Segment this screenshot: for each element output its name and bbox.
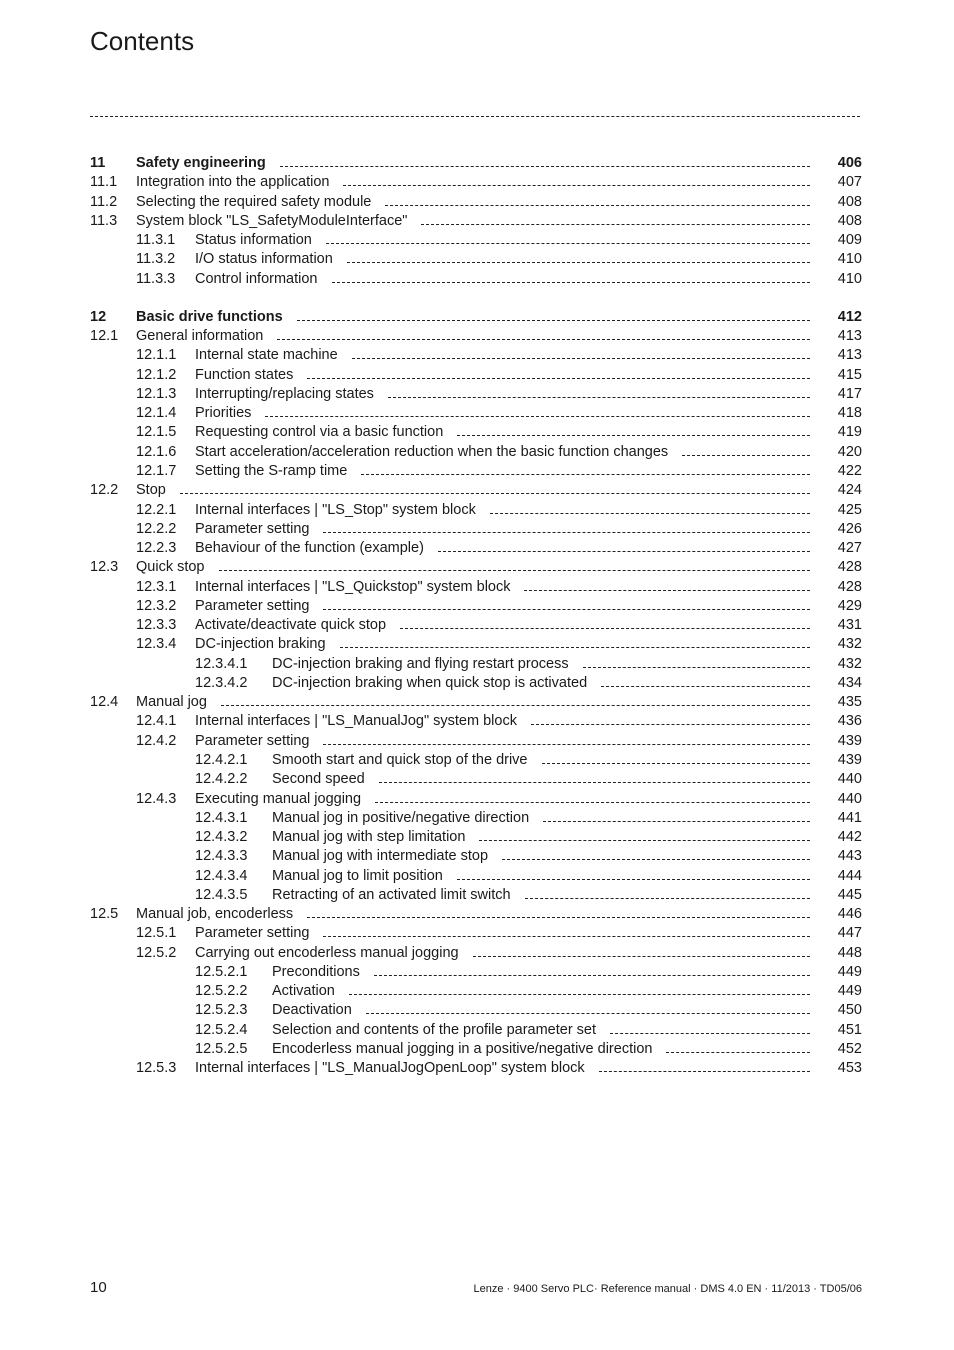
toc-leader-dashes [265,416,810,417]
toc-entry-title: Manual jog to limit position [272,867,443,884]
toc-entry-page: 412 [837,308,862,325]
toc-entry[interactable] [90,751,862,770]
toc-entry-page: 407 [837,174,862,191]
toc-entry-number: 11.1 [90,174,118,191]
toc-leader-dashes [400,628,810,629]
toc-entry-page: 420 [837,443,862,460]
toc-entry-title: Parameter setting [195,520,310,537]
toc-entry-title: Parameter setting [195,925,310,942]
toc-entry-title: DC-injection braking [195,636,326,653]
toc-leader-dashes [366,1013,810,1014]
toc-entry-title: Internal interfaces | "LS_Quickstop" system block [195,578,511,595]
toc-entry-title: DC-injection braking and flying restart process [272,655,569,672]
toc-leader-dashes [601,686,810,687]
toc-entry[interactable] [90,308,862,327]
toc-leader-dashes [277,339,810,340]
toc-entry-page: 440 [837,771,862,788]
toc-entry-number: 12.3.2 [136,597,177,614]
toc-entry-number: 12.1.2 [136,366,177,383]
toc-entry-page: 429 [837,597,862,614]
toc-entry-title: DC-injection braking when quick stop is activated [272,674,588,691]
toc-entry-title: Activate/deactivate quick stop [195,617,387,634]
toc-leader-dashes [343,185,810,186]
toc-entry-number: 12.4.1 [136,713,177,730]
toc-entry-page: 445 [837,886,862,903]
toc-entry-number: 12.3.3 [136,617,177,634]
toc-entry[interactable] [90,944,862,963]
toc-entry[interactable] [90,1001,862,1020]
toc-entry[interactable] [90,404,862,423]
toc-leader-dashes [307,917,810,918]
toc-leader-dashes [610,1033,810,1034]
toc-entry-number: 12.5.2.5 [195,1040,248,1057]
toc-leader-dashes [599,1071,810,1072]
toc-entry-page: 441 [837,809,862,826]
toc-entry-title: Deactivation [272,1002,352,1019]
toc-entry-title: Smooth start and quick stop of the drive [272,751,528,768]
toc-entry-number: 12.4.3.1 [195,809,248,826]
toc-entry-title: Behaviour of the function (example) [195,540,424,557]
footer-document-info: Lenze · 9400 Servo PLC· Reference manual · DMS 4.0 EN · 11/2013 · TD05/06 [473,1283,862,1295]
toc-entry-title: Manual jog with step limitation [272,829,466,846]
toc-entry-number: 12.4.2.2 [195,771,248,788]
toc-leader-dashes [542,763,810,764]
toc-entry-page: 418 [837,405,862,422]
toc-entry-page: 434 [837,674,862,691]
toc-entry-number: 12.5.1 [136,925,177,942]
toc-entry-page: 409 [837,232,862,249]
toc-entry-title: Manual job, encoderless [136,906,294,923]
toc-entry-title: Stop [136,482,166,499]
toc-entry[interactable] [90,346,862,365]
toc-entry[interactable] [90,867,862,886]
toc-entry-number: 12.3.4 [136,636,177,653]
toc-entry-number: 12.1 [90,328,119,345]
toc-leader-dashes [525,898,810,899]
toc-entry-page: 410 [837,270,862,287]
page-title: Contents [90,26,195,56]
toc-entry-number: 12.4.2.1 [195,751,248,768]
toc-leader-dashes [307,378,810,379]
toc-entry[interactable] [90,674,862,693]
toc-entry-title: Safety engineering [136,155,266,171]
toc-leader-dashes [385,205,810,206]
toc-entry[interactable] [90,770,862,789]
toc-leader-dashes [221,705,810,706]
toc-leader-dashes [347,262,810,263]
toc-entry[interactable] [90,790,862,809]
toc-leader-dashes [502,859,810,860]
toc-entry[interactable] [90,982,862,1001]
toc-entry-page: 428 [837,578,862,595]
toc-entry-number: 12.1.1 [136,347,177,364]
footer-page-number: 10 [90,1279,107,1296]
toc-entry-page: 451 [837,1021,862,1038]
toc-leader-dashes [297,320,810,321]
toc-entry-page: 439 [837,732,862,749]
toc-entry-title: Requesting control via a basic function [195,424,444,441]
toc-entry-number: 12.4.2 [136,732,177,749]
toc-entry-page: 413 [837,328,862,345]
toc-entry[interactable] [90,443,862,462]
toc-entry-page: 431 [837,617,862,634]
toc-entry-title: Activation [272,983,335,1000]
toc-entry-page: 408 [837,212,862,229]
toc-entry-page: 408 [837,193,862,210]
toc-entry[interactable] [90,231,862,250]
toc-entry-number: 12.3 [90,559,119,576]
toc-entry-page: 447 [837,925,862,942]
toc-leader-dashes [457,879,810,880]
toc-entry[interactable] [90,270,862,289]
toc-entry-title: Control information [195,270,318,287]
toc-entry-title: Quick stop [136,559,205,576]
toc-entry-page: 427 [837,540,862,557]
toc-leader-dashes [340,647,810,648]
toc-entry-page: 428 [837,559,862,576]
toc-entry-number: 12.4 [90,694,119,711]
toc-entry-title: Parameter setting [195,732,310,749]
toc-entry[interactable] [90,886,862,905]
toc-entry[interactable] [90,193,862,212]
toc-entry-title: Selecting the required safety module [136,193,372,210]
toc-entry[interactable] [90,539,862,558]
toc-leader-dashes [379,782,810,783]
toc-entry-number: 11.2 [90,193,118,210]
toc-leader-dashes [682,455,810,456]
toc-entry-title: General information [136,328,264,345]
toc-entry-number: 12.4.3.3 [195,848,248,865]
toc-entry[interactable] [90,712,862,731]
table-of-contents [90,154,862,1078]
toc-entry-number: 12.3.1 [136,578,177,595]
toc-entry-page: 446 [837,906,862,923]
toc-entry-number: 12.2.1 [136,501,177,518]
toc-entry-page: 448 [837,944,862,961]
toc-entry[interactable] [90,212,862,231]
toc-leader-dashes [438,551,810,552]
toc-entry[interactable] [90,1059,862,1078]
toc-entry[interactable] [90,655,862,674]
toc-entry[interactable] [90,423,862,442]
toc-entry-page: 443 [837,848,862,865]
toc-leader-dashes [473,956,810,957]
toc-entry-title: Second speed [272,771,365,788]
toc-leader-dashes [326,243,810,244]
toc-entry-page: 444 [837,867,862,884]
toc-entry[interactable] [90,385,862,404]
toc-leader-dashes [543,821,810,822]
toc-entry-page: 440 [837,790,862,807]
toc-entry[interactable] [90,462,862,481]
toc-entry-number: 12.3.4.1 [195,655,248,672]
toc-entry-page: 419 [837,424,862,441]
toc-leader-dashes [531,724,810,725]
toc-entry-page: 436 [837,713,862,730]
toc-leader-dashes [421,224,810,225]
toc-entry[interactable] [90,327,862,346]
toc-entry[interactable] [90,520,862,539]
toc-entry-page: 453 [837,1060,862,1077]
toc-entry-number: 12.5.2.4 [195,1021,248,1038]
toc-entry-page: 426 [837,520,862,537]
toc-entry-page: 424 [837,482,862,499]
toc-leader-dashes [332,282,810,283]
toc-entry-page: 417 [837,385,862,402]
toc-leader-dashes [490,513,810,514]
toc-leader-dashes [219,570,810,571]
toc-entry[interactable] [90,847,862,866]
toc-leader-dashes [361,474,810,475]
toc-entry-number: 12.5.2.1 [195,963,248,980]
toc-leader-dashes [349,994,810,995]
toc-leader-dashes [374,975,810,976]
toc-entry-title: Internal interfaces | "LS_ManualJogOpenLoop" system block [195,1060,585,1077]
toc-entry[interactable] [90,1021,862,1040]
toc-entry-page: 450 [837,1002,862,1019]
toc-entry-number: 12.2.3 [136,540,177,557]
toc-entry-page: 413 [837,347,862,364]
toc-entry-number: 12.4.3.2 [195,829,248,846]
toc-entry-title: Executing manual jogging [195,790,362,807]
toc-entry-title: Priorities [195,405,252,422]
toc-entry-title: System block "LS_SafetyModuleInterface" [136,212,408,229]
toc-entry-page: 410 [837,251,862,268]
toc-entry-number: 11.3.3 [136,270,176,287]
toc-entry-page: 422 [837,462,862,479]
toc-leader-dashes [666,1052,810,1053]
toc-entry-title: Integration into the application [136,174,330,191]
toc-entry[interactable] [90,693,862,712]
toc-leader-dashes [479,840,810,841]
toc-leader-dashes [323,532,810,533]
toc-leader-dashes [180,493,810,494]
toc-entry-number: 12.5.2.3 [195,1002,248,1019]
toc-entry[interactable] [90,732,862,751]
toc-entry[interactable] [90,597,862,616]
toc-entry-page: 449 [837,983,862,1000]
toc-entry-number: 12.2 [90,482,119,499]
toc-entry[interactable] [90,578,862,597]
toc-entry-number: 11.3 [90,212,118,229]
toc-entry-number: 12.4.3.5 [195,886,248,903]
toc-entry-number: 12.1.6 [136,443,177,460]
toc-entry[interactable] [90,173,862,192]
toc-entry[interactable] [90,963,862,982]
toc-entry[interactable] [90,366,862,385]
toc-entry[interactable] [90,828,862,847]
toc-leader-dashes [457,435,810,436]
toc-leader-dashes [388,397,810,398]
toc-entry[interactable] [90,809,862,828]
toc-entry-title: Encoderless manual jogging in a positive/negative direction [272,1040,653,1057]
toc-entry-title: Manual jog [136,694,207,711]
toc-entry-title: Manual jog with intermediate stop [272,848,489,865]
toc-leader-dashes [352,358,810,359]
toc-leader-dashes [280,166,810,167]
toc-entry-number: 12.3.4.2 [195,674,248,691]
toc-leader-dashes [323,744,810,745]
toc-entry-title: Function states [195,366,294,383]
toc-entry-number: 11.3.1 [136,232,176,249]
toc-entry-number: 12.5.2.2 [195,983,248,1000]
toc-leader-dashes [583,667,810,668]
toc-entry-title: Setting the S-ramp time [195,462,348,479]
toc-entry-title: Parameter setting [195,597,310,614]
toc-entry-title: Selection and contents of the profile parameter set [272,1021,597,1038]
toc-entry-number: 12.5.2 [136,944,177,961]
toc-entry-title: Manual jog in positive/negative direction [272,809,530,826]
toc-entry-title: Carrying out encoderless manual jogging [195,944,459,961]
toc-entry-number: 12.2.2 [136,520,177,537]
toc-entry-title: Internal state machine [195,347,338,364]
toc-entry-title: Preconditions [272,963,360,980]
toc-entry-number: 12.5 [90,906,119,923]
toc-leader-dashes [524,590,810,591]
toc-entry-page: 452 [837,1040,862,1057]
toc-entry-title: Internal interfaces | "LS_Stop" system block [195,501,476,518]
toc-leader-dashes [323,936,810,937]
header-divider [90,116,860,117]
toc-entry[interactable] [90,905,862,924]
toc-entry-number: 12.5.3 [136,1060,177,1077]
toc-entry[interactable] [90,1040,862,1059]
toc-entry-number: 12.4.3.4 [195,867,248,884]
toc-entry[interactable] [90,616,862,635]
toc-entry-title: Interrupting/replacing states [195,385,374,402]
toc-entry-number: 12.1.5 [136,424,177,441]
toc-entry-title: Start acceleration/acceleration reduction when the basic function changes [195,443,669,460]
toc-entry-title: I/O status information [195,251,333,268]
toc-entry-number: 12 [90,308,107,325]
toc-entry[interactable] [90,924,862,943]
toc-entry-page: 435 [837,694,862,711]
toc-entry-page: 432 [837,636,862,653]
toc-entry[interactable] [90,558,862,577]
toc-entry-title: Retracting of an activated limit switch [272,886,511,903]
toc-entry-page: 449 [837,963,862,980]
toc-entry-number: 11 [90,155,106,171]
toc-entry-number: 12.1.7 [136,462,177,479]
toc-entry[interactable] [90,501,862,520]
toc-entry-title: Internal interfaces | "LS_ManualJog" system block [195,713,517,730]
toc-leader-dashes [375,802,810,803]
toc-entry-page: 425 [837,501,862,518]
toc-entry-title: Status information [195,232,312,249]
toc-entry-title: Basic drive functions [136,308,283,325]
toc-entry[interactable] [90,250,862,269]
toc-entry-number: 12.4.3 [136,790,177,807]
toc-entry-page: 439 [837,751,862,768]
toc-entry-number: 12.1.3 [136,385,177,402]
toc-leader-dashes [323,609,810,610]
toc-entry-page: 442 [837,829,862,846]
toc-entry[interactable] [90,635,862,654]
toc-entry[interactable] [90,154,862,173]
toc-entry-page: 415 [837,366,862,383]
toc-entry-number: 12.1.4 [136,405,177,422]
toc-entry[interactable] [90,481,862,500]
toc-entry-number: 11.3.2 [136,251,176,268]
toc-entry-page: 406 [837,155,862,171]
toc-entry-page: 432 [837,655,862,672]
